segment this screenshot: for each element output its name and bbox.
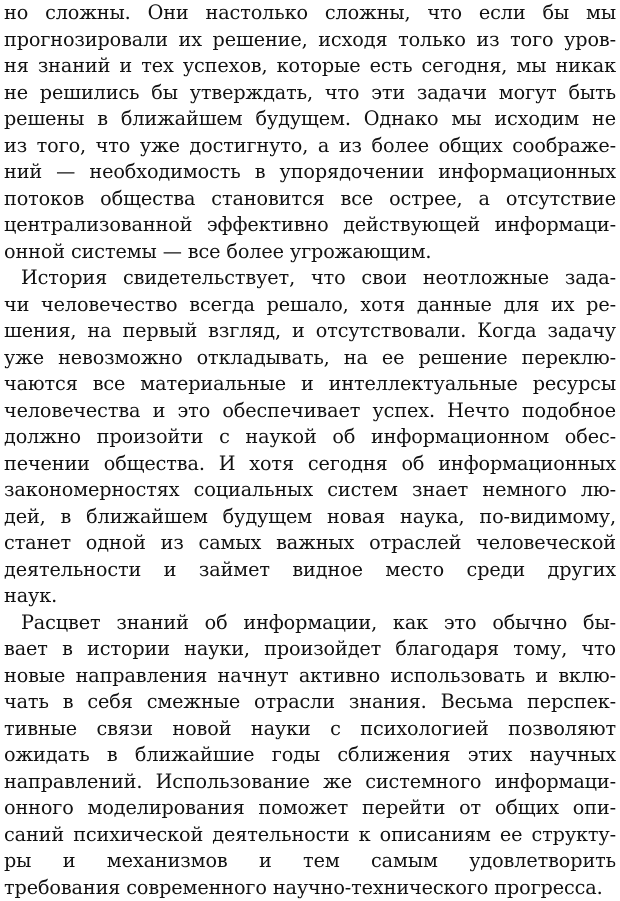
book-page <box>4 0 616 901</box>
text-line: из того, что уже достигнуто, а из более общих соображе- <box>4 133 616 160</box>
paragraph-3 <box>4 610 616 901</box>
text-line: не решились бы утверждать, что эти задачи могут быть <box>4 80 616 107</box>
text-line: Расцвет знаний об информации, как это обычно бы- <box>4 610 616 637</box>
text-line: требования современного научно-технического прогресса. <box>4 875 616 901</box>
text-line: онного моделирования поможет перейти от общих опи- <box>4 795 616 822</box>
text-line: станет одной из самых важных отраслей человеческой <box>4 530 616 557</box>
text-line: тивные связи новой науки с психологией позволяют <box>4 716 616 743</box>
text-line: направлений. Использование же системного информаци- <box>4 769 616 796</box>
text-line: ожидать в ближайшие годы сближения этих научных <box>4 742 616 769</box>
text-line: ры и механизмов и тем самым удовлетворить <box>4 848 616 875</box>
text-line: ня знаний и тех успехов, которые есть сегодня, мы никак <box>4 53 616 80</box>
text-line: ний — необходимость в упорядочении информационных <box>4 159 616 186</box>
text-line: дей, в ближайшем будущем новая наука, по-видимому, <box>4 504 616 531</box>
text-line: потоков общества становится все острее, а отсутствие <box>4 186 616 213</box>
text-line: шения, на первый взгляд, и отсутствовали. Когда задачу <box>4 318 616 345</box>
text-line: новые направления начнут активно использовать и вклю- <box>4 663 616 690</box>
text-line: чаются все материальные и интеллектуальные ресурсы <box>4 371 616 398</box>
text-line: уже невозможно откладывать, на ее решение переклю- <box>4 345 616 372</box>
text-line: должно произойти с наукой об информационном обес- <box>4 424 616 451</box>
text-line: человечества и это обеспечивает успех. Нечто подобное <box>4 398 616 425</box>
text-line: История свидетельствует, что свои неотложные зада- <box>4 265 616 292</box>
text-line: саний психической деятельности к описаниям ее структу- <box>4 822 616 849</box>
text-line: закономерностях социальных систем знает немного лю- <box>4 477 616 504</box>
text-line: прогнозировали их решение, исходя только из того уров- <box>4 27 616 54</box>
text-line: вает в истории науки, произойдет благодаря тому, что <box>4 636 616 663</box>
text-line: онной системы — все более угрожающим. <box>4 239 616 266</box>
text-line: чать в себя смежные отрасли знания. Весьма перспек- <box>4 689 616 716</box>
paragraph-1 <box>4 0 616 265</box>
text-line: наук. <box>4 583 616 610</box>
text-line: решены в ближайшем будущем. Однако мы исходим не <box>4 106 616 133</box>
text-line: но сложны. Они настолько сложны, что если бы мы <box>4 0 616 27</box>
text-line: печении общества. И хотя сегодня об информационных <box>4 451 616 478</box>
paragraph-2 <box>4 265 616 610</box>
text-line: чи человечество всегда решало, хотя данные для их ре- <box>4 292 616 319</box>
text-line: централизованной эффективно действующей информаци- <box>4 212 616 239</box>
text-line: деятельности и займет видное место среди других <box>4 557 616 584</box>
